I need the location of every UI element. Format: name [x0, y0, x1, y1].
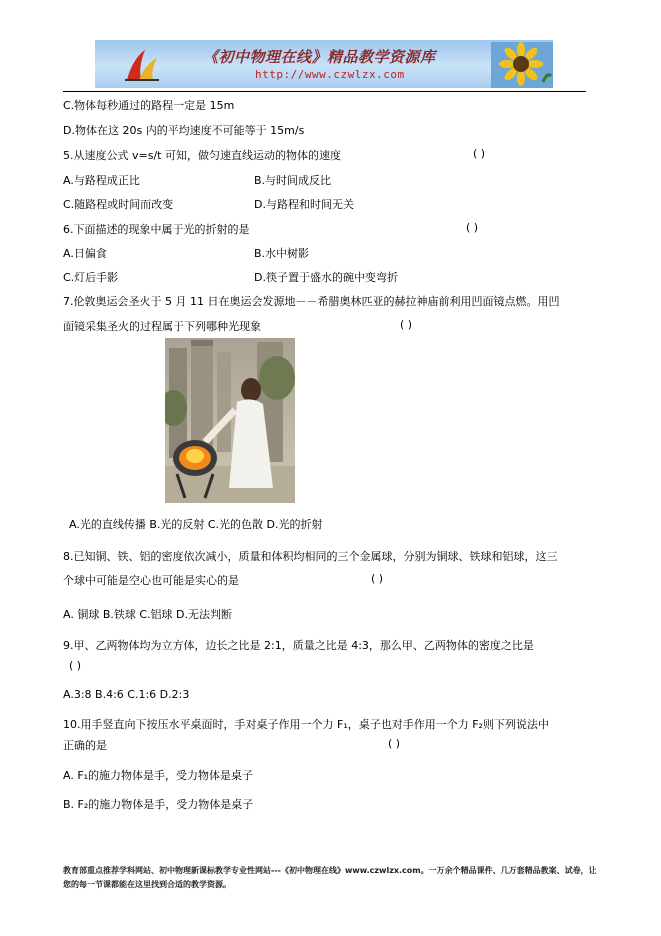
- q6-option-c: C.灯后手影: [63, 271, 119, 284]
- page-footer: 教育部重点推荐学科网站、初中物理新课标教学专业性网站---《初中物理在线》www.czwlzx.com。一万余个精品课件、几万套精品教案、试卷，让您的每一节课都能在这里找到合适的教学资源。: [63, 866, 597, 889]
- q9-answer-blank: ( ): [69, 659, 82, 672]
- q6-option-b: B.水中树影: [254, 247, 310, 260]
- header-banner: [95, 40, 553, 88]
- olympic-flame-photo: [165, 338, 295, 503]
- q5-answer-blank: ( ): [473, 147, 486, 160]
- q6-option-a: A.日偏食: [63, 247, 107, 260]
- q7-stem-line1: 7.伦敦奥运会圣火于 5 月 11 日在奥运会发源地－－希腊奥林匹亚的赫拉神庙前利用凹面镜点燃。用凹: [63, 295, 560, 308]
- q5-option-a: A.与路程成正比: [63, 174, 140, 187]
- q8-answer-blank: ( ): [371, 572, 384, 585]
- q8-stem-line1: 8.已知铜、铁、铝的密度依次减小，质量和体积均相同的三个金属球，分别为铜球、铁球和铝球，这三: [63, 550, 558, 563]
- q8-options: A. 铜球 B.铁球 C.铝球 D.无法判断: [63, 608, 233, 621]
- q10-answer-blank: ( ): [388, 737, 401, 750]
- q4-option-d: D.物体在这 20s 内的平均速度不可能等于 15m/s: [63, 124, 305, 137]
- site-logo-icon: [121, 46, 161, 84]
- q9-options: A.3:8 B.4:6 C.1:6 D.2:3: [63, 688, 190, 701]
- q6-answer-blank: ( ): [466, 221, 479, 234]
- q7-stem-line2: 面镜采集圣火的过程属于下列哪种光现象: [63, 320, 261, 333]
- q8-stem-line2: 个球中可能是空心也可能是实心的是: [63, 574, 239, 587]
- q10-option-b: B. F₂的施力物体是手，受力物体是桌子: [63, 798, 254, 811]
- q5-stem: 5.从速度公式 v=s/t 可知，做匀速直线运动的物体的速度: [63, 149, 341, 162]
- q6-option-d: D.筷子置于盛水的碗中变弯折: [254, 271, 398, 284]
- q10-stem-line2: 正确的是: [63, 739, 107, 752]
- q7-options: A.光的直线传播 B.光的反射 C.光的色散 D.光的折射: [69, 518, 323, 531]
- header-divider: [63, 91, 586, 92]
- q9-stem: 9.甲、乙两物体均为立方体，边长之比是 2:1，质量之比是 4:3，那么甲、乙两物体的密度之比是: [63, 639, 534, 652]
- q6-stem: 6.下面描述的现象中属于光的折射的是: [63, 223, 250, 236]
- q10-option-a: A. F₁的施力物体是手，受力物体是桌子: [63, 769, 254, 782]
- banner-title: 《初中物理在线》精品教学资源库: [203, 48, 436, 66]
- q10-stem-line1: 10.用手竖直向下按压水平桌面时，手对桌子作用一个力 F₁，桌子也对手作用一个力 F₂则下列说法中: [63, 718, 549, 731]
- q7-answer-blank: ( ): [400, 318, 413, 331]
- q5-option-c: C.随路程或时间而改变: [63, 198, 174, 211]
- banner-url[interactable]: http://www.czwlzx.com: [255, 68, 405, 81]
- q4-option-c: C.物体每秒通过的路程一定是 15m: [63, 99, 235, 112]
- q5-option-d: D.与路程和时间无关: [254, 198, 354, 211]
- q5-option-b: B.与时间成反比: [254, 174, 332, 187]
- sunflower-icon: [491, 42, 553, 88]
